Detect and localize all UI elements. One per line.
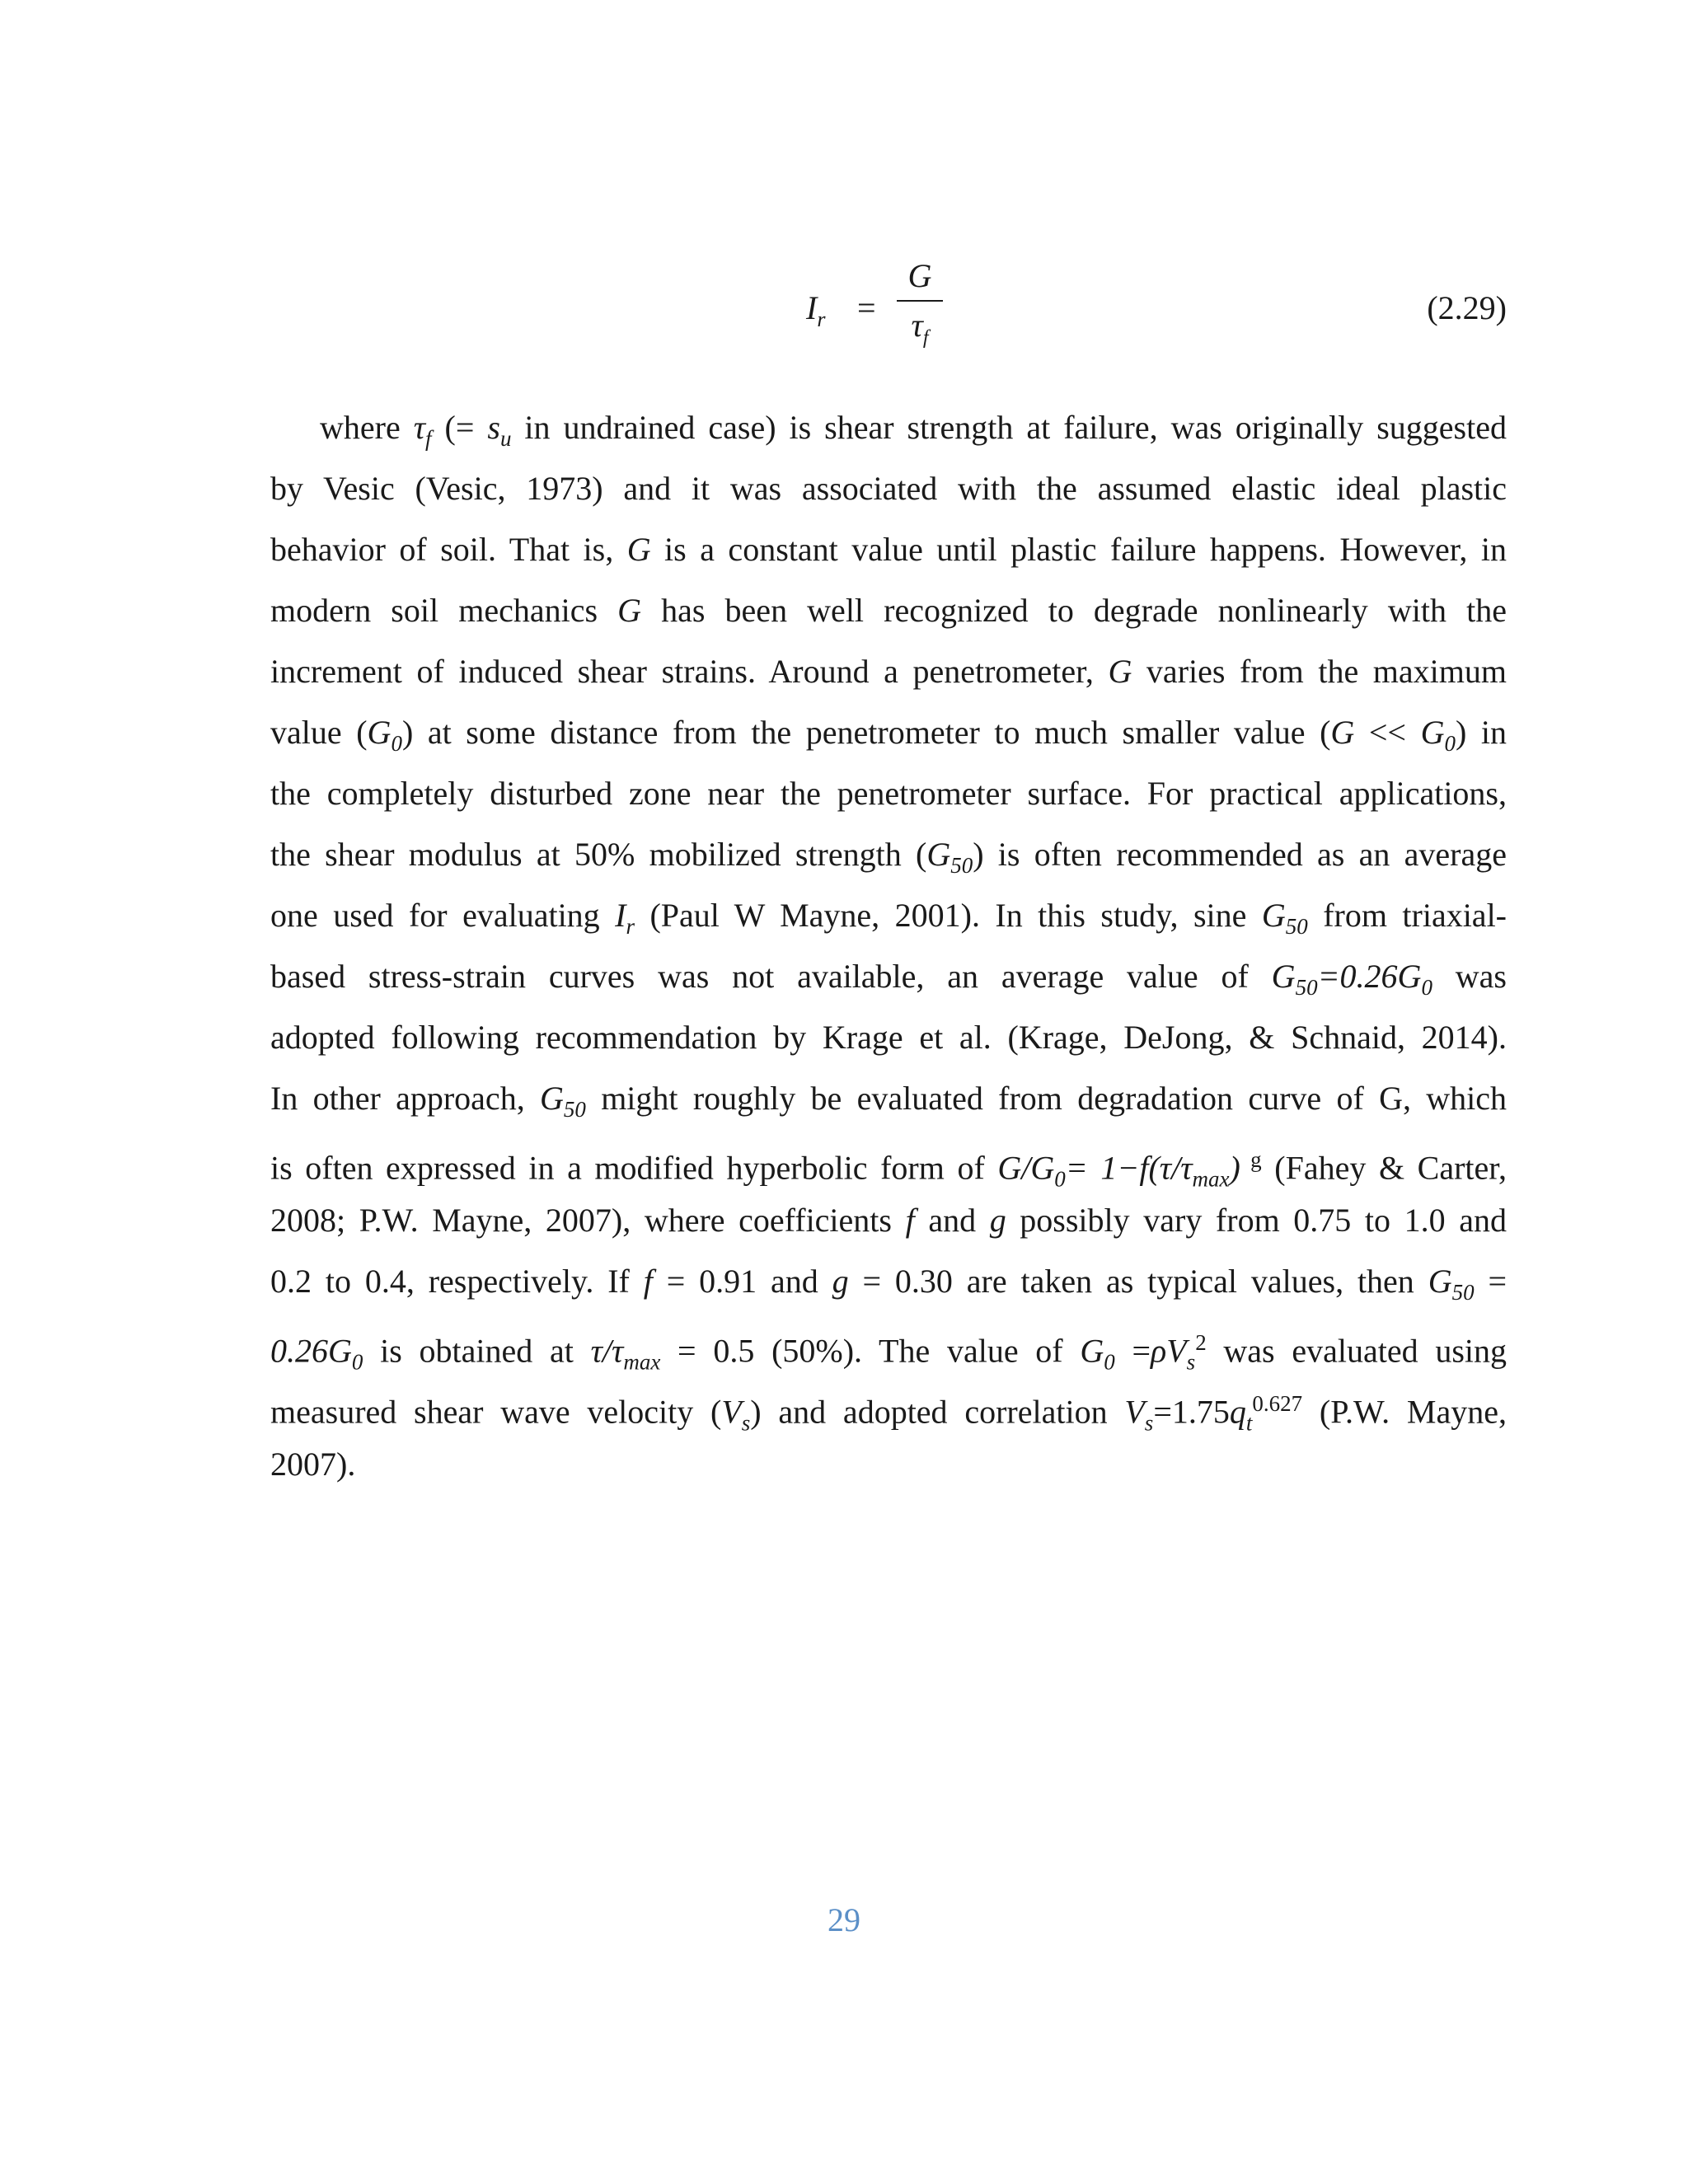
text-line: one used for evaluating $I_r$ (Paul W Mayne, 2001). In this study, sine $G_{50}$ from triaxial- — [270, 897, 1507, 939]
page-number: 29 — [828, 1901, 860, 1938]
body-paragraph — [270, 397, 1507, 1495]
text-line: where $\tau_f$ (= $s_u$ in undrained case) is shear strength at failure, was originally suggested — [320, 409, 1507, 451]
text-line: adopted following recommendation by Krage et al. (Krage, DeJong, & Schnaid, 2014). — [270, 1019, 1507, 1056]
text-line: increment of induced shear strains. Around a penetrometer, G varies from the maximum — [270, 653, 1507, 690]
fraction-denominator-subscript: f — [922, 327, 929, 349]
equation-lhs-subscript: r — [817, 307, 826, 331]
text-line: $0.26G_0$ is obtained at $\tau/\tau_{max} = 0.5$ (50%). The value of $G_0 =\rho V_s^2$ was evaluated using — [270, 1330, 1507, 1375]
text-line: based stress-strain curves was not available, an average value of $G_{50}=0.26G_0$ was — [270, 958, 1507, 1000]
text-line: the shear modulus at 50% mobilized strength $(G_{50})$ is often recommended as an average — [270, 836, 1507, 878]
text-line: is often expressed in a modified hyperbolic form of $G/G_0= 1-f(\tau/\tau_{max})$ $^g$ (Fahey & Carter, — [270, 1147, 1507, 1192]
equation-lhs — [806, 288, 825, 332]
text-line: behavior of soil. That is, G is a constant value until plastic failure happens. However, in — [270, 531, 1507, 568]
text-line: In other approach, $G_{50}$ might roughly be evaluated from degradation curve of G, which — [270, 1080, 1507, 1122]
fraction-denominator-symbol: τ — [911, 307, 923, 344]
text-line: 0.2 to 0.4, respectively. If f = 0.91 and g = 0.30 are taken as typical values, then $G_{50}$ = — [270, 1263, 1507, 1305]
equation-equals: = — [857, 289, 876, 326]
equation-number: (2.29) — [1427, 289, 1507, 326]
equation-fraction — [897, 257, 943, 349]
fraction-denominator — [897, 305, 943, 349]
text-line: 2008; P.W. Mayne, 2007), where coefficients f and g possibly vary from 0.75 to 1.0 and — [270, 1202, 1507, 1239]
text-line: value $(G_0)$ at some distance from the penetrometer to much smaller value $(G << G_0)$ in — [270, 714, 1507, 756]
text-line: measured shear wave velocity $(V_s)$ and adopted correlation $V_s=1.75q_t^{0.627}$ (P.W. Mayne, — [270, 1391, 1507, 1436]
equation-lhs-symbol: I — [806, 289, 818, 326]
text-line: 2007). — [270, 1446, 356, 1483]
fraction-bar — [897, 300, 943, 302]
equation-2-29 — [270, 257, 1507, 364]
text-line: the completely disturbed zone near the penetrometer surface. For practical applications, — [270, 775, 1507, 812]
fraction-numerator: G — [907, 257, 932, 294]
text-line: by Vesic (Vesic, 1973) and it was associated with the assumed elastic ideal plastic — [270, 470, 1507, 507]
text-line: modern soil mechanics G has been well recognized to degrade nonlinearly with the — [270, 592, 1507, 629]
